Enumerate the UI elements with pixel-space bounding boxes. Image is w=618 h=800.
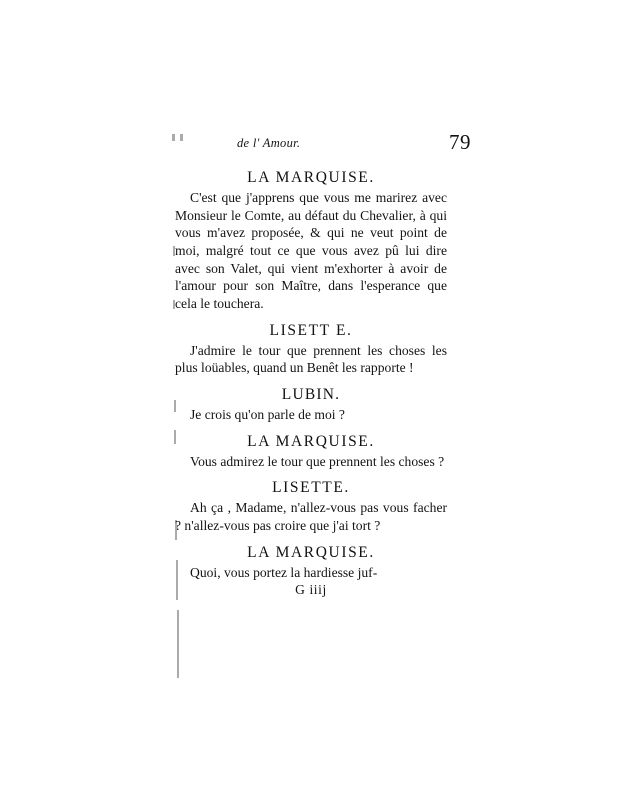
speaker-name: LA MARQUISE.: [247, 543, 375, 561]
page-header: [175, 130, 471, 160]
speech-text: J'admire le tour que prennent les choses les plus loüables, quand un Benêt les rapporte !: [175, 342, 447, 376]
speaker-name: LA MARQUISE.: [247, 432, 375, 450]
page-text-block: [175, 130, 471, 598]
speaker-name: LISETTE.: [272, 479, 350, 497]
speaker-name: LA MARQUISE.: [247, 169, 375, 186]
speaker-name: LUBIN.: [281, 386, 341, 404]
speech-text: Quoi, vous portez la hardiesse juf-: [190, 564, 378, 580]
page-number: 79: [449, 130, 471, 154]
speaker-name: LISETT E.: [269, 321, 353, 339]
speech-text: Je crois qu'on parle de moi ?: [190, 407, 345, 423]
speech-text: C'est que j'apprens que vous me marirez avec Monsieur le Comte, au défaut du Chevalier, à qui vous m'avez proposée, & qui ne veut point de moi, malgré tout ce que vous avez pû lui dire avec son Valet, qui vient m'exhorter à avoir de l'amour pour son Maître, dans l'esperance que cela le touchera.: [175, 190, 447, 312]
running-head: de l' Amour.: [237, 136, 301, 150]
scan-artifact: [177, 610, 179, 678]
speech-text: Ah ça , Madame, n'allez-vous pas vous facher ? n'allez-vous pas croire que j'ai tort ?: [175, 500, 447, 534]
speech-text: Vous admirez le tour que prennent les choses ?: [190, 453, 445, 469]
signature-catchword: G iiij: [295, 582, 327, 598]
